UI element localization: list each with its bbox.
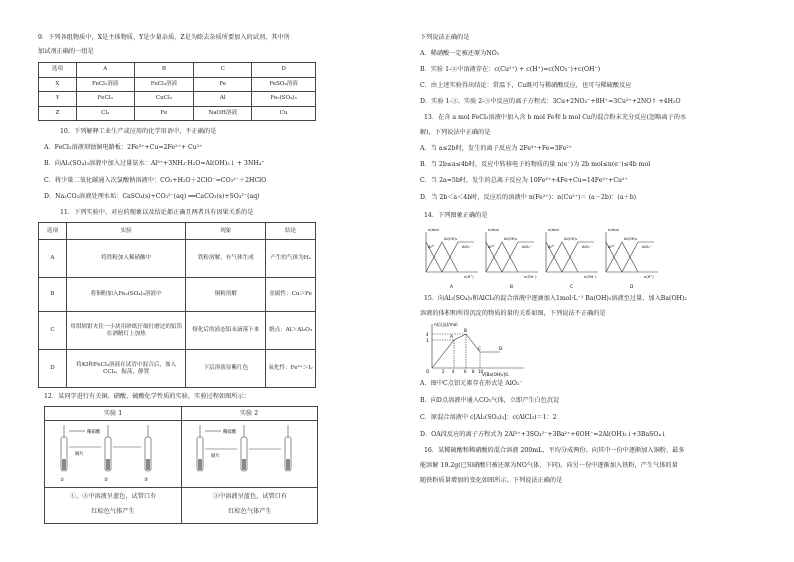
table-cell: 将铜粉加入Fe₂(SO₄)₃溶液中 — [66, 278, 186, 312]
q12-option-b: B．实验 1-②中溶液存在：c(Cu²⁺) + c(H⁺)=c(NO₃⁻)+c(OH⁻) — [420, 66, 601, 73]
q15-option-a: A．图中C点铝元素存在形式是 AlO₂⁻ — [420, 380, 523, 387]
q13-option-b: B．当 2b≤a≤4b时，反应中转移电子的物质的量 n(e⁻)为 2b mol≤n(e⁻)≤4b mol — [420, 161, 651, 168]
exp2-observation-line2: 红棕色气体产生 — [228, 508, 272, 515]
graph-ion-label: Al³⁺ — [488, 245, 495, 249]
table-cell: 将铁粉加入稀硝酸中 — [66, 240, 186, 278]
q15-stem-line2: 溶液的体积和所得沉淀的物质的量的关系如图，下列说法不正确的是 — [420, 310, 606, 317]
graph-y-label: n/mol — [548, 227, 559, 232]
q15-x-tick: 2 — [442, 369, 445, 374]
q16-stem-line2: 能溶解 19.2g(已知硝酸只被还原为NO气体，下同)。向另一份中逐渐加入铁粉，产生气体的量 — [420, 462, 678, 469]
table-cell: D — [39, 350, 67, 388]
exp1-observation-line2: 红棕色气体产生 — [91, 508, 135, 515]
table-cell: Al — [194, 92, 252, 107]
label-copper-sheet-2: 铜片 — [211, 454, 220, 459]
table-cell: FeCl₃ — [76, 92, 134, 107]
label-dilute-sulfuric-acid: 稀硫酸 — [223, 430, 237, 435]
q13-option-a: A．当 a≤2b时，发生的离子反应为 2Fe³⁺+Fe=3Fe²⁺ — [420, 145, 573, 152]
table-header-cell: B — [134, 63, 194, 78]
graph-ion-label: AlO₂⁻ — [642, 245, 652, 249]
graph-ion-label: Al³⁺ — [608, 245, 615, 249]
table-cell: FeCl₂溶液 — [76, 77, 134, 92]
q12-cont-stem: 下列说法正确的是 — [420, 34, 470, 41]
table-cell: CuCl₂ — [134, 92, 194, 107]
table-cell: 熔化后的液态铝未滴落下来 — [186, 312, 266, 350]
q13-option-d: D．当 2b＜a＜4b时，反应后的溶液中 n(Fe²⁺)：n(Cu²⁺)＝ (a－2b)：(a＋b) — [420, 194, 637, 201]
q14-graphs — [420, 224, 660, 290]
graph-ion-label: Al³⁺ — [548, 245, 555, 249]
q15-x-tick: 6 — [464, 369, 467, 374]
q15-point-a: A — [450, 335, 454, 340]
table-cell: 氧化性：Fe³⁺＞I₂ — [266, 350, 316, 388]
q15-option-c: C．原混合溶液中 c[Al₂(SO₄)₃]：c(AlCl₃)＝1：2 — [420, 414, 557, 421]
table-header-cell: A — [76, 63, 134, 78]
q12-experiment-figure — [44, 406, 318, 524]
table-row — [39, 312, 316, 350]
q15-x-label: V[Ba(OH)₂]/L — [482, 372, 509, 377]
table-cell: FeCl₃溶液 — [134, 77, 194, 92]
q15-y-label: n(沉淀)/mol — [434, 322, 458, 327]
q14-stem: 14．下列图象正确的是 — [424, 212, 488, 219]
exp1-observation-line1: ①、③中溶液呈蓝色，试管口有 — [69, 493, 157, 500]
q15-origin: O — [426, 369, 430, 374]
table-cell: A — [39, 240, 67, 278]
q15-point-b: B — [464, 329, 468, 334]
q10-option-a: A．FeCl₃溶液刻蚀铜电路板：2Fe³⁺+Cu=2Fe²⁺+ Cu²⁺ — [44, 144, 203, 151]
q12-option-c: C．由上述实验得出结论：常温下，Cu既可与稀硝酸反应，也可与稀硫酸反应 — [420, 82, 632, 89]
graph-ion-label: AlO₂⁻ — [582, 245, 592, 249]
table-cell: 将KI和FeCl₃溶液在试管中混合后，加入CCl₄，振荡，静置 — [66, 350, 186, 388]
table-header-cell: 结论 — [266, 223, 316, 240]
table-cell: NaOH溶液 — [194, 106, 252, 121]
q15-y-tick: 3 — [426, 338, 429, 343]
table-cell: 熔点：Al＞Al₂O₃ — [266, 312, 316, 350]
q13-stem-line2: 解)，下列说法中正确的是 — [420, 129, 491, 136]
q12-stem: 12．某同学进行有关铜、硝酸、硫酸化学性质的实验，实验过程如图所示： — [44, 393, 250, 400]
q9-stem-line2: 加试剂正确的一组是 — [38, 48, 94, 55]
table-cell: Fe₂(SO₄)₃ — [252, 92, 316, 107]
table-cell: Cu — [252, 106, 316, 121]
graph-ion-label: Al(OH)₃ — [624, 237, 638, 241]
q16-stem-line1: 16．某稀硫酸和稀硝酸的混合溶液 200mL，平均分成两份。向其中一份中逐渐加入铜粉，最多 — [424, 447, 685, 454]
q15-x-tick: 8 — [472, 369, 475, 374]
q15-point-c: C — [478, 347, 482, 352]
table-row — [39, 223, 316, 240]
table-header-cell: C — [194, 63, 252, 78]
q11-table — [38, 222, 316, 388]
q13-stem-line1: 13．在含 a mol FeCl₃溶液中加入含 b mol Fe和 b mol Cu的混合粉末充分反应(忽略离子的水 — [424, 114, 687, 121]
q12-option-a: A．稀硝酸一定被还原为NO₂ — [420, 50, 500, 57]
graph-x-label: n(H⁺) — [644, 275, 654, 279]
exp2-title: 实验 2 — [239, 410, 259, 417]
graph-x-label: n(OH⁻) — [524, 275, 537, 279]
graph-x-label: n(OH⁻) — [584, 275, 597, 279]
graph-ion-label: Al(OH)₃ — [444, 237, 458, 241]
table-cell: Z — [39, 106, 77, 121]
q10-stem: 10．下列解释工业生产或应用的化学用语中，不正确的是 — [60, 128, 217, 135]
exp2-observation-line1: ③中溶液呈蓝色，试管口有 — [212, 493, 288, 500]
graph-option-label: B — [510, 285, 514, 290]
table-row — [39, 278, 316, 312]
q14-graph-set — [426, 227, 658, 290]
table-cell: 铜粉溶解 — [186, 278, 266, 312]
graph-ion-label: AlO₂⁻ — [522, 245, 532, 249]
q10-option-c: C．将少量二氧化碳通入次氯酸钠溶液中：CO₂+H₂O＋2ClO⁻=CO₃²⁻＋2HClO — [44, 177, 267, 184]
table-cell: FeSO₄溶液 — [252, 77, 316, 92]
label-dilute-nitric-acid: 稀硝酸 — [87, 430, 101, 435]
table-header-cell: 选项 — [39, 223, 67, 240]
q10-option-d: D．Na₂CO₃溶液处理水垢：CaSO₄(s)+CO₃²⁻(aq) ══CaCO₃(s)+SO₄²⁻(aq) — [44, 193, 260, 200]
label-tube-2: ② — [104, 478, 109, 483]
table-row — [39, 106, 316, 121]
graph-ion-label: Al(OH)₃ — [504, 237, 518, 241]
graph-ion-label: Al(OH)₃ — [564, 237, 578, 241]
q12-option-d: D．实验 1-③、实验 2-③中反应的离子方程式：3Cu+2NO₃⁻+8H⁺=3Cu²⁺+2NO↑ +4H₂O — [420, 98, 681, 105]
table-row — [39, 63, 316, 78]
q15-x-tick: 4 — [452, 369, 455, 374]
table-cell: Cl₂ — [76, 106, 134, 121]
q15-y-tick: 4 — [426, 332, 429, 337]
label-tube-3: ③ — [144, 478, 149, 483]
table-cell: 铁粉溶解，有气体生成 — [186, 240, 266, 278]
table-row — [39, 92, 316, 107]
graph-y-label: n/mol — [608, 227, 619, 232]
graph-option-label: D — [630, 285, 634, 290]
graph-option-label: A — [450, 285, 454, 290]
q9-stem-line1: 9．下列各组物质中，X是主体物质，Y是少量杂质，Z是为除去杂质所要加入的试剂，其中所 — [38, 34, 290, 41]
table-header-cell: 实验 — [66, 223, 186, 240]
table-cell: B — [39, 278, 67, 312]
table-row — [39, 77, 316, 92]
table-cell: 金属性：Cu＞Fe — [266, 278, 316, 312]
q13-option-c: C．当 2a=5b时，发生的总离子反应为 10Fe³⁺+4Fe+Cu=14Fe²⁺+Cu²⁺ — [420, 177, 628, 184]
table-cell: 下层溶液显紫红色 — [186, 350, 266, 388]
label-tube-1: ① — [60, 478, 65, 483]
graph-y-label: n/mol — [428, 227, 439, 232]
label-copper-sheet: 铜片 — [75, 452, 84, 457]
table-row — [39, 350, 316, 388]
graph-y-label: n/mol — [488, 227, 499, 232]
table-header-cell: 选项 — [39, 63, 77, 78]
table-header-cell: D — [252, 63, 316, 78]
q16-stem-line3: 随铁粉质量增加的变化如图所示。下列说法正确的是 — [420, 477, 563, 484]
graph-option-label: C — [570, 285, 574, 290]
table-header-cell: 现象 — [186, 223, 266, 240]
q15-x-tick: 10 — [478, 369, 484, 374]
q15-option-d: D．OA段反应的离子方程式为 2Al³⁺+3SO₄²⁻+3Ba²⁺+6OH⁻=2Al(OH)₃↓+3BaSO₄↓ — [420, 431, 667, 438]
graph-ion-label: AlO₂⁻ — [462, 245, 472, 249]
q9-table — [38, 62, 316, 121]
table-row — [39, 240, 316, 278]
exp1-title: 实验 1 — [103, 410, 123, 417]
q12-apparatus-diagram — [45, 421, 319, 487]
table-cell: Y — [39, 92, 77, 107]
table-cell: C — [39, 312, 67, 350]
table-cell: X — [39, 77, 77, 92]
table-cell: 产生的气体为H₂ — [266, 240, 316, 278]
table-cell: 用坩埚钳夹住一小块用砂纸仔细打磨过的铝箔在酒精灯上加热 — [66, 312, 186, 350]
graph-ion-label: Al³⁺ — [428, 245, 435, 249]
q15-stem-line1: 15．向Al₂(SO₄)₃和AlCl₃的混合溶液中逐滴加入1mol·L⁻¹ Ba(OH)₂溶液至过量，加入Ba(OH)₂ — [424, 295, 687, 302]
q11-stem: 11．下列实验中，对应的现象以及结论都正确且两者具有因果关系的是 — [60, 209, 254, 216]
graph-x-label: n(H⁺) — [464, 275, 474, 279]
q10-option-b: B．向Al₂(SO₄)₃溶液中加入过量氨水：Al³⁺+3NH₃·H₂O=Al(OH)₃↓ + 3NH₄⁺ — [44, 160, 265, 167]
table-cell: Fe — [134, 106, 194, 121]
q15-graph — [420, 320, 530, 378]
q15-point-d: D — [499, 347, 503, 352]
table-cell: Fe — [194, 77, 252, 92]
q15-option-b: B．向D点溶液中通入CO₂气体，立即产生白色沉淀 — [420, 397, 560, 404]
